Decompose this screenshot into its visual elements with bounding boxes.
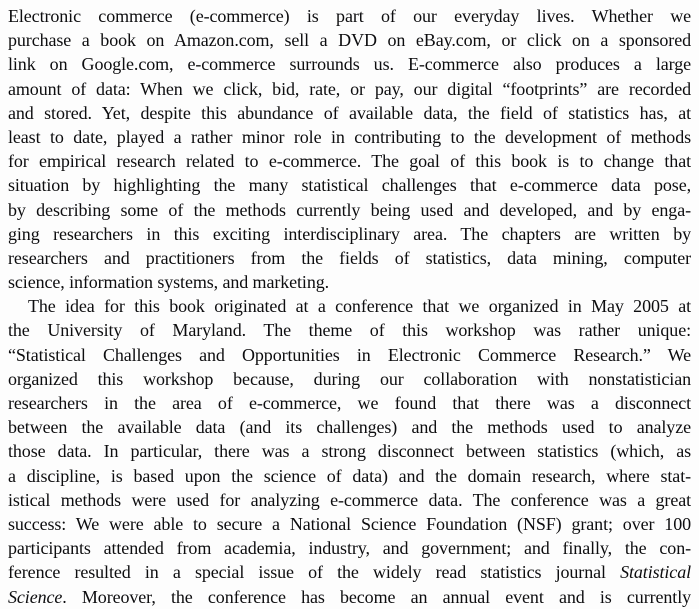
text-line <box>8 536 691 560</box>
text-segment: least to date, played a rather minor role in contributing to the development of methods <box>8 126 691 147</box>
text-line <box>8 222 691 246</box>
text-line <box>8 391 691 415</box>
text-segment: the University of Maryland. The theme of this workshop was rather unique: <box>8 320 691 341</box>
italic-journal-name: Statistical <box>620 562 691 583</box>
text-line <box>8 560 691 584</box>
text-segment: for empirical research related to e-commerce. The goal of this book is to change that <box>8 151 691 172</box>
text-segment: between the available data (and its challenges) and the methods used to analyze <box>8 417 691 438</box>
text-segment: researchers in the area of e-commerce, we found that there was a disconnect <box>8 393 691 413</box>
text-segment: ference resulted in a special issue of the widely read statistics journal <box>8 562 621 583</box>
text-segment: Electronic commerce (e-commerce) is part of our everyday lives. Whether we <box>8 6 691 26</box>
text-line <box>8 77 691 101</box>
text-line <box>8 4 691 28</box>
text-line <box>8 439 691 463</box>
text-line <box>8 52 691 76</box>
text-line <box>8 318 691 342</box>
text-segment: ging researchers in this exciting interdisciplinary area. The chapters are written by <box>8 223 691 244</box>
text-line <box>8 173 691 197</box>
text-line <box>8 198 691 222</box>
text-line <box>8 464 691 488</box>
text-segment: The idea for this book originated at a conference that we organized in May 2005 at <box>28 296 691 317</box>
text-line <box>8 343 691 367</box>
text-segment: purchase a book on Amazon.com, sell a DVD on eBay.com, or click on a sponsored <box>8 30 691 51</box>
text-line <box>8 149 691 173</box>
text-segment: by describing some of the methods currently being used and developed, and by enga- <box>8 199 691 220</box>
text-segment: a discipline, is based upon the science of data) and the domain research, where stat- <box>8 465 691 486</box>
text-segment: situation by highlighting the many statistical challenges that e-commerce data pose, <box>8 175 691 196</box>
text-segment: . Moreover, the conference has become an annual event and is currently <box>62 586 691 607</box>
text-segment: researchers and practitioners from the fields of statistics, data mining, computer <box>8 247 691 268</box>
text-line <box>8 415 691 439</box>
text-line <box>8 270 691 294</box>
text-line <box>8 512 691 536</box>
text-segment: istical methods were used for analyzing e-commerce data. The conference was a great <box>8 489 691 510</box>
text-segment: link on Google.com, e-commerce surrounds us. E-commerce also produces a large <box>8 54 691 75</box>
text-line <box>8 125 691 149</box>
text-segment: “Statistical Challenges and Opportunities in Electronic Commerce Research.” We <box>8 344 691 365</box>
paragraph <box>8 4 691 294</box>
text-segment: those data. In particular, there was a strong disconnect between statistics (which, as <box>8 441 691 462</box>
text-segment: amount of data: When we click, bid, rate, or pay, our digital “footprints” are recorded <box>8 78 691 99</box>
text-segment: participants attended from academia, industry, and government; and finally, the con- <box>8 538 691 559</box>
italic-journal-name: Science <box>8 586 63 607</box>
text-line <box>8 488 691 512</box>
text-segment: success: We were able to secure a National Science Foundation (NSF) grant; over 100 <box>8 513 691 534</box>
text-segment: science, information systems, and marketing. <box>8 272 330 293</box>
text-line <box>8 101 691 125</box>
document-body <box>8 4 691 609</box>
text-line <box>8 367 691 391</box>
text-segment: and stored. Yet, despite this abundance of available data, the field of statistics has, at <box>8 102 691 123</box>
text-segment: organized this workshop because, during our collaboration with nonstatistician <box>8 368 691 389</box>
text-line <box>8 294 691 318</box>
text-line <box>8 246 691 270</box>
paragraph <box>8 294 691 608</box>
text-line <box>8 28 691 52</box>
text-line <box>8 585 691 609</box>
